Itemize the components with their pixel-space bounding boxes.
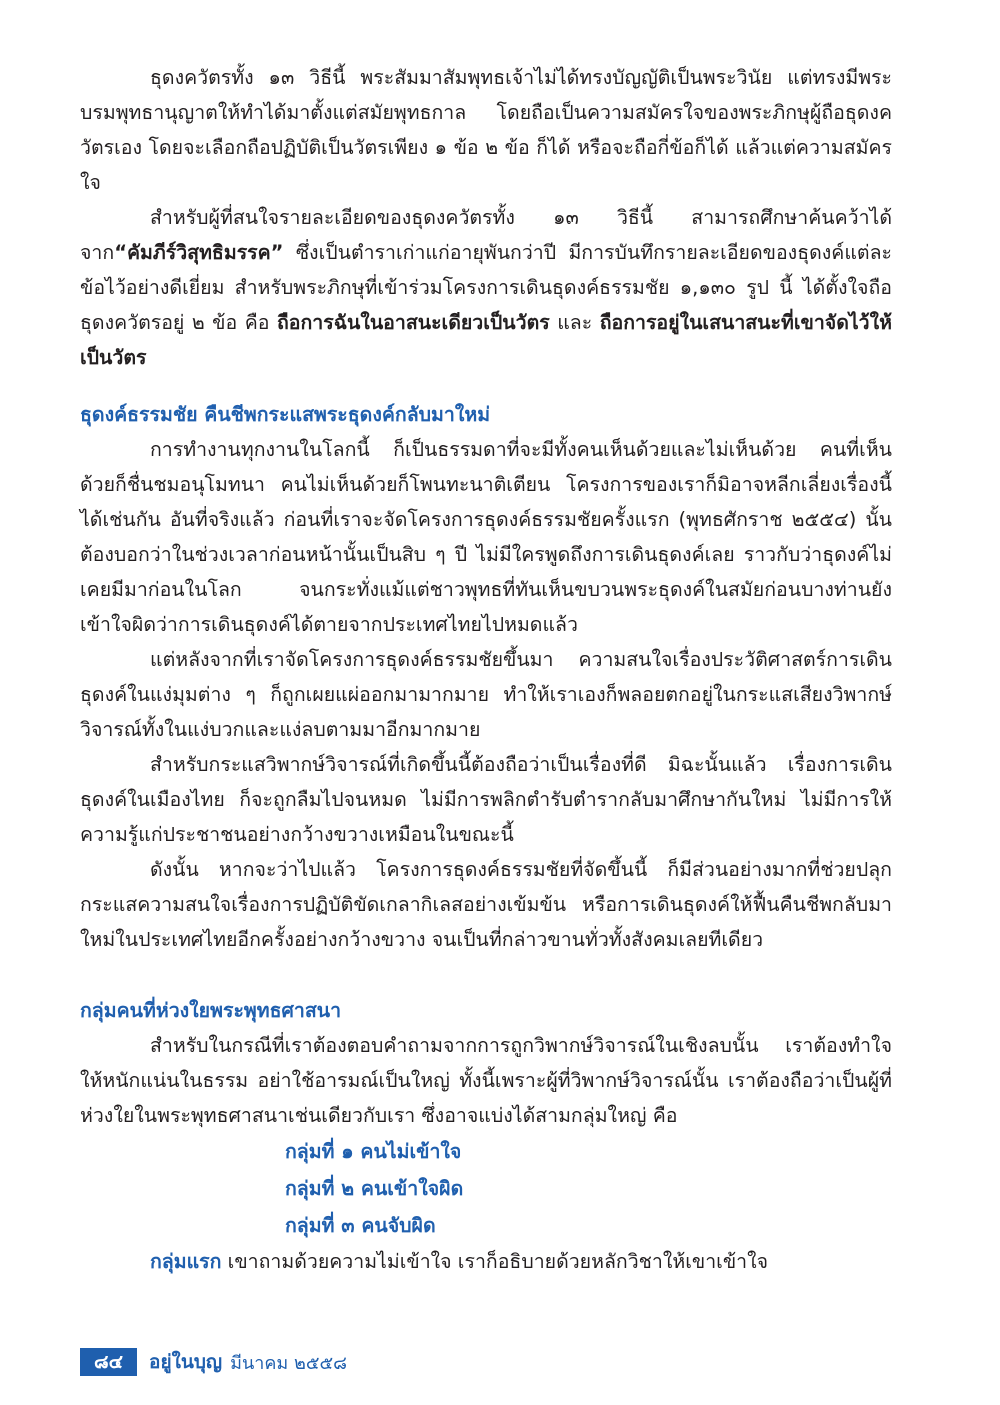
first-group-label: กลุ่มแรก <box>150 1250 222 1273</box>
revival-paragraph-1: การทำงานทุกงานในโลกนี้ ก็เป็นธรรมดาที่จะมีทั้งคนเห็นด้วยและไม่เห็นด้วย คนที่เห็นด้วยก็ชื่นชมอนุโมทนา คนไม่เห็นด้วยก็โพนทะนาติเตียน โครงการของเราก็มิอาจหลีกเลี่ยงเรื่องนี้ได้เช่นกัน อันที่จริงแล้ว ก่อนที่เราจะจัดโครงการธุดงค์ธรรมชัยครั้งแรก (พุทธศักราช ๒๕๕๔) นั้น ต้องบอกว่าในช่วงเวลาก่อนหน้านั้นเป็นสิบ ๆ ปี ไม่มีใครพูดถึงการเดินธุดงค์เลย ราวกับว่าธุดงค์ไม่เคยมีมาก่อนในโลก จนกระทั่งแม้แต่ชาวพุทธที่ทันเห็นขบวนพระธุดงค์ในสมัยก่อนบางท่านยังเข้าใจผิดว่าการเดินธุดงค์ได้ตายจากประเทศไทยไปหมดแล้ว <box>80 438 892 636</box>
revival-paragraph-4: ดังนั้น หากจะว่าไปแล้ว โครงการธุดงค์ธรรมชัยที่จัดขึ้นนี้ ก็มีส่วนอย่างมากที่ช่วยปลุกกระแสความสนใจเรื่องการปฏิบัติขัดเกลากิเลสอย่างเข้มข้น หรือการเดินธุดงค์ให้ฟื้นคืนชีพกลับมาใหม่ในประเทศไทยอีกครั้งอย่างกว้างขวาง จนเป็นที่กล่าวขานทั่วทั้งสังคมเลยทีเดียว <box>80 858 892 951</box>
revival-paragraph-3: สำหรับกระแสวิพากษ์วิจารณ์ที่เกิดขึ้นนี้ต้องถือว่าเป็นเรื่องที่ดี มิฉะนั้นแล้ว เรื่องการเดินธุดงค์ในเมืองไทย ก็จะถูกลืมไปจนหมด ไม่มีการพลิกตำรับตำรากลับมาศึกษากันใหม่ ไม่มีการให้ความรู้แก่ประชาชนอย่างกว้างขวางเหมือนในขณะนี้ <box>80 753 892 846</box>
book-title: “คัมภีร์วิสุทธิมรรค” <box>114 241 284 264</box>
group-item-3: กลุ่มที่ ๓ คนจับผิด <box>285 1214 436 1237</box>
section-heading-groups: กลุ่มคนที่ห่วงใยพระพุทธศาสนา <box>80 999 342 1022</box>
group-item-1: กลุ่มที่ ๑ คนไม่เข้าใจ <box>285 1140 462 1163</box>
group-list <box>80 1133 892 1244</box>
intro-paragraph-2-start: สำหรับผู้ที่สนใจรายละเอียดของธุดงควัตรทั้ง ๑๓ วิธีนี้ สามารถศึกษาค้นคว้าได้จาก <box>80 206 892 264</box>
magazine-name: อยู่ในบุญ <box>149 1351 223 1373</box>
issue-date: มีนาคม ๒๕๕๘ <box>230 1352 348 1374</box>
conjunction-and: และ <box>549 311 600 334</box>
first-group-text: เขาถามด้วยความไม่เข้าใจ เราก็อธิบายด้วยหลักวิชาให้เขาเข้าใจ <box>221 1250 769 1273</box>
page-number: ๘๔ <box>80 1348 137 1376</box>
rule-two: ถือการอยู่ในเสนาสนะที่เขาจัดไว้ให้เป็นวัตร <box>80 311 892 369</box>
section-heading-revival: ธุดงค์ธรรมชัย คืนชีพกระแสพระธุดงค์กลับมาใหม่ <box>80 403 491 426</box>
group-item-2: กลุ่มที่ ๒ คนเข้าใจผิด <box>285 1177 464 1200</box>
intro-paragraph-2 <box>80 200 892 375</box>
groups-paragraph-1: สำหรับในกรณีที่เราต้องตอบคำถามจากการถูกวิพากษ์วิจารณ์ในเชิงลบนั้น เราต้องทำใจให้หนักแน่นในธรรม อย่าใช้อารมณ์เป็นใหญ่ ทั้งนี้เพราะผู้ที่วิพากษ์วิจารณ์นั้น เราต้องถือว่าเป็นผู้ที่ห่วงใยในพระพุทธศาสนาเช่นเดียวกับเรา ซึ่งอาจแบ่งได้สามกลุ่มใหญ่ คือ <box>80 1034 892 1127</box>
rule-one: ถือการฉันในอาสนะเดียวเป็นวัตร <box>276 311 550 334</box>
page-footer <box>80 1348 347 1376</box>
first-group-paragraph <box>80 1244 892 1279</box>
intro-paragraph-1: ธุดงควัตรทั้ง ๑๓ วิธีนี้ พระสัมมาสัมพุทธเจ้าไม่ได้ทรงบัญญัติเป็นพระวินัย แต่ทรงมีพระบรมพุทธานุญาตให้ทำได้มาตั้งแต่สมัยพุทธกาล โดยถือเป็นความสมัครใจของพระภิกษุผู้ถือธุดงควัตรเอง โดยจะเลือกถือปฏิบัติเป็นวัตรเพียง ๑ ข้อ ๒ ข้อ ก็ได้ หรือจะถือกี่ข้อก็ได้ แล้วแต่ความสมัครใจ <box>80 66 892 194</box>
revival-paragraph-2: แต่หลังจากที่เราจัดโครงการธุดงค์ธรรมชัยขึ้นมา ความสนใจเรื่องประวัติศาสตร์การเดินธุดงค์ในแง่มุมต่าง ๆ ก็ถูกเผยแผ่ออกมามากมาย ทำให้เราเองก็พลอยตกอยู่ในกระแสเสียงวิพากษ์วิจารณ์ทั้งในแง่บวกและแง่ลบตามมาอีกมากมาย <box>80 648 892 741</box>
intro-paragraph-2-middle: ซึ่งเป็นตำราเก่าแก่อายุพันกว่าปี มีการบันทึกรายละเอียดของธุดงค์แต่ละข้อไว้อย่างดีเยี่ยม สำหรับพระภิกษุที่เข้าร่วมโครงการเดินธุดงค์ธรรมชัย ๑,๑๓๐ รูป นี้ ได้ตั้งใจถือธุดงควัตรอยู่ ๒ ข้อ คือ <box>80 241 892 334</box>
